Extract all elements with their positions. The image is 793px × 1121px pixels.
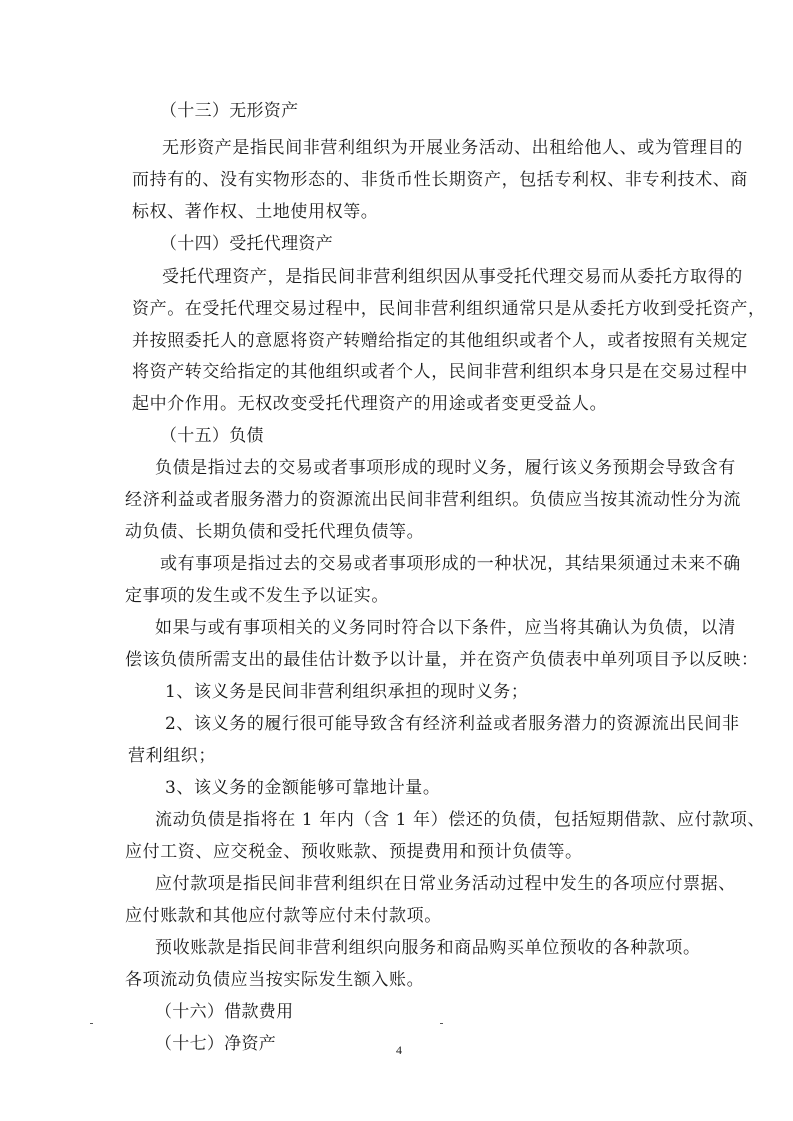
condition-item: 3、该义务的金额能够可靠地计量。 (165, 778, 441, 798)
section-17-heading: （十七）净资产 (155, 1034, 277, 1054)
section-15-paragraph-line: 如果与或有事项相关的义务同时符合以下条件，应当将其确认为负债，以清 (155, 618, 736, 638)
section-15-paragraph-line: 应付工资、应交税金、预收账款、预提费用和预计负债等。 (125, 842, 583, 862)
page-number: 4 (396, 1043, 402, 1057)
section-14-heading: （十四）受托代理资产 (160, 234, 333, 254)
scan-mark (440, 1023, 443, 1024)
section-13-paragraph-line: 而持有的、没有实物形态的、非货币性长期资产，包括专利权、非专利技术、商 (132, 170, 748, 190)
section-13-paragraph-line: 无形资产是指民间非营利组织为开展业务活动、出租给他人、或为管理目的 (162, 138, 743, 158)
section-15-paragraph-line: 负债是指过去的交易或者事项形成的现时义务，履行该义务预期会导致含有 (155, 458, 736, 478)
section-15-paragraph-line: 应付款项是指民间非营利组织在日常业务活动过程中发生的各项应付票据、 (155, 874, 736, 894)
section-13-heading: （十三）无形资产 (160, 101, 299, 121)
section-15-paragraph-line: 应付账款和其他应付款等应付未付款项。 (125, 906, 442, 926)
section-15-paragraph-line: 经济利益或者服务潜力的资源流出民间非营利组织。负债应当按其流动性分为流 (125, 490, 741, 510)
condition-item: 1、该义务是民间非营利组织承担的现时义务； (165, 682, 529, 702)
scan-mark (90, 1023, 93, 1024)
section-14-paragraph-line: 资产。在受托代理交易过程中，民间非营利组织通常只是从委托方收到受托资产， (132, 299, 766, 319)
section-15-paragraph-line: 或有事项是指过去的交易或者事项形成的一种状况，其结果须通过未来不确 (160, 554, 741, 574)
section-14-paragraph-line: 受托代理资产，是指民间非营利组织因从事受托代理交易而从委托方取得的 (162, 267, 743, 287)
section-14-paragraph-line: 并按照委托人的意愿将资产转赠给指定的其他组织或者个人，或者按照有关规定 (132, 331, 748, 351)
section-15-heading: （十五）负债 (160, 426, 264, 446)
section-14-paragraph-line: 将资产转交给指定的其他组织或者个人，民间非营利组织本身只是在交易过程中 (132, 362, 748, 382)
condition-item: 2、该义务的履行很可能导致含有经济利益或者服务潜力的资源流出民间非 (165, 714, 740, 734)
section-15-paragraph-line: 各项流动负债应当按实际发生额入账。 (125, 970, 425, 990)
section-15-paragraph-line: 流动负债是指将在 1 年内（含 1 年）偿还的负债，包括短期借款、应付款项、 (155, 810, 766, 830)
section-15-paragraph-line: 动负债、长期负债和受托代理负债等。 (125, 522, 425, 542)
section-15-paragraph-line: 预收账款是指民间非营利组织向服务和商品购买单位预收的各种款项。 (155, 938, 701, 958)
section-16-heading: （十六）借款费用 (155, 1002, 294, 1022)
section-15-paragraph-line: 定事项的发生或不发生予以证实。 (125, 586, 389, 606)
condition-item: 营利组织； (128, 746, 216, 766)
section-14-paragraph-line: 起中介作用。无权改变受托代理资产的用途或者变更受益人。 (132, 394, 608, 414)
section-13-paragraph-line: 标权、著作权、土地使用权等。 (132, 202, 379, 222)
section-15-paragraph-line: 偿该负债所需支出的最佳估计数予以计量，并在资产负债表中单列项目予以反映： (125, 650, 759, 670)
